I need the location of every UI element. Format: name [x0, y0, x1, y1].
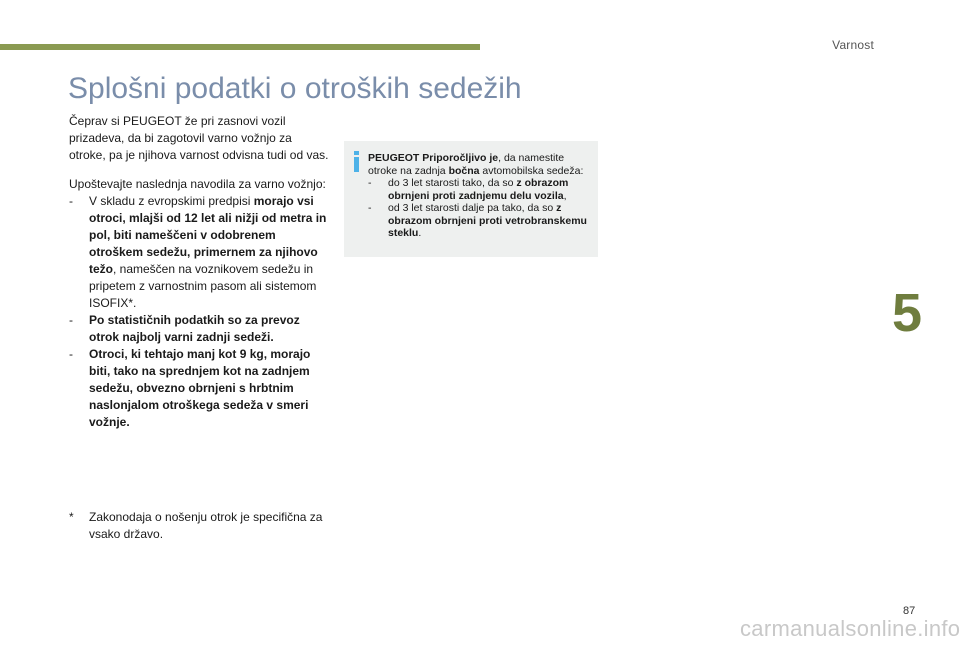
list-item-bold: morajo vsi otroci, mlajši od 12 let ali nižji od metra in pol, biti nameščeni v odobrenem otroškem sedežu, primernem za njihovo težo [89, 194, 327, 276]
info-list [368, 177, 588, 240]
list-item [368, 202, 588, 240]
list-item [368, 177, 588, 202]
info-intro [368, 152, 588, 177]
list-item-bold: Po statističnih podatkih so za prevoz otrok najbolj varni zadnji sedeži. [89, 313, 300, 344]
chapter-number: 5 [892, 283, 923, 343]
header-accent-bar [0, 44, 480, 50]
footnote-text: Zakonodaja o nošenju otrok je specifična za vsako državo. [89, 510, 323, 541]
info-icon [352, 151, 362, 173]
info-bold: Priporočljivo je [419, 152, 499, 164]
list-item-text: do 3 let starosti tako, da so [388, 177, 517, 189]
guidance-lead: Upoštevajte naslednja navodila za varno vožnjo: [69, 177, 326, 191]
list-item-text: od 3 let starosti dalje pa tako, da so [388, 202, 557, 214]
list-item [69, 346, 331, 431]
guidance-list [69, 193, 331, 431]
info-bold: bočna [448, 164, 480, 177]
list-item-text: , [563, 189, 567, 202]
list-item-text: . [418, 227, 422, 239]
footnote-mark: * [69, 510, 74, 524]
intro-paragraph: Čeprav si PEUGEOT že pri zasnovi vozil prizadeva, da bi zagotovil varno vožnjo za otroke, pa je njihova varnost odvisna tudi od vas. [69, 114, 329, 162]
list-dash: - [69, 313, 73, 327]
info-text: avtomobilska sedeža: [479, 164, 584, 177]
list-dash: - [69, 194, 73, 208]
info-brand: PEUGEOT [368, 152, 420, 164]
list-item [69, 193, 331, 312]
list-item [69, 312, 331, 346]
list-item-bold: z obrazom obrnjeni proti vetrobranskemu steklu [388, 202, 587, 239]
list-item-text: , nameščen na voznikovem sedežu in pripetem z varnostnim pasom ali sistemom ISOFIX*. [89, 262, 317, 310]
page-number: 87 [903, 605, 916, 617]
list-item-text: V skladu z evropskimi predpisi [89, 194, 254, 208]
list-item-bold: Otroci, ki tehtajo manj kot 9 kg, morajo biti, tako na sprednjem kot na zadnjem sedežu, obvezno obrnjeni s hrbtnim naslonjalom otroškega sedeža v smeri vožnje. [89, 347, 311, 429]
list-dash: - [69, 347, 73, 361]
watermark: carmanualsonline.info [740, 616, 960, 641]
footnote [69, 509, 331, 543]
main-text-column [69, 113, 331, 431]
list-dash: - [368, 177, 372, 189]
page-title: Splošni podatki o otroških sedežih [68, 72, 522, 105]
section-label: Varnost [832, 38, 874, 52]
list-dash: - [368, 202, 372, 214]
info-text: , da namestite otroke na zadnja [368, 152, 565, 177]
list-item-bold: z obrazom obrnjeni proti zadnjemu delu vozila [388, 177, 569, 202]
info-box [344, 141, 598, 257]
